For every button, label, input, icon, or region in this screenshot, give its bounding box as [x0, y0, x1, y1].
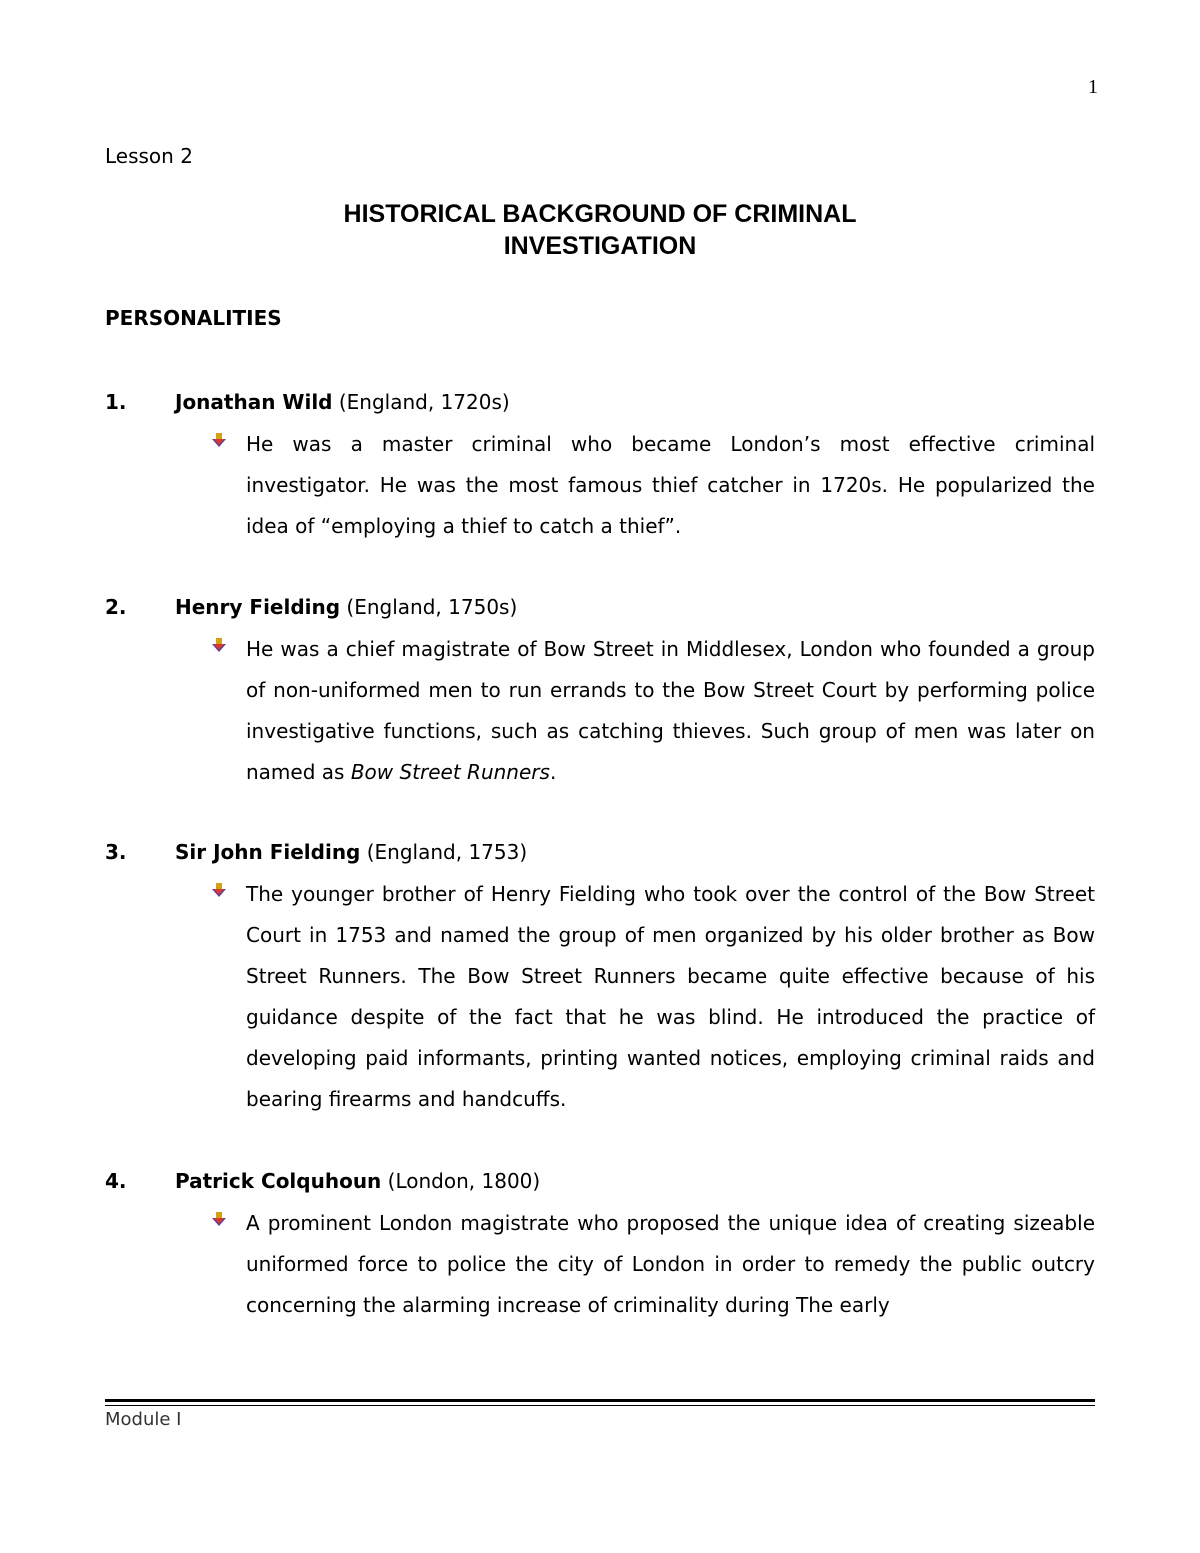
entry-number: 4. [105, 1169, 127, 1193]
document-title [105, 198, 1095, 262]
italic-term: Bow Street Runners [350, 760, 550, 784]
entry-description: The younger brother of Henry Fielding who took over the control of the Bow Street Court in 1753 and named the group of men organized by his older brother as Bow Street Runners. The Bow Street Runners became quite effective because of his guidance despite of the fact that he was blind. He introduced the practice of developing paid informants, printing wanted notices, employing criminal raids and bearing firearms and handcuffs. [246, 882, 1095, 1111]
description-end: . [549, 760, 557, 784]
entry-heading [105, 593, 1095, 621]
entry-name: Henry Fielding [175, 595, 341, 619]
entry-description: He was a master criminal who became London’s most effective criminal investigator. He was the most famous thief catcher in 1720s. He popularized the idea of “employing a thief to catch a thief”. [246, 432, 1095, 538]
lesson-label: Lesson 2 [105, 144, 193, 168]
entry-number: 1. [105, 390, 127, 414]
bullet-item [105, 1203, 1095, 1326]
page-number: 1 [1088, 76, 1098, 98]
entry-heading [105, 838, 1095, 866]
arrow-down-icon [212, 433, 226, 447]
entry-detail: (London, 1800) [381, 1169, 541, 1193]
description-text: He was a chief magistrate of Bow Street in Middlesex, London who founded a group of non-uniformed men to run errands to the Bow Street Court by performing police investigative functions, such as catching thieves. Such group of men was later on named as [246, 637, 1095, 784]
entry-heading [105, 1167, 1095, 1195]
entry-description [246, 629, 1095, 793]
personality-entry-4 [105, 1167, 1095, 1326]
entry-number: 2. [105, 595, 127, 619]
personality-entry-3 [105, 838, 1095, 1120]
entry-number: 3. [105, 840, 127, 864]
arrow-down-icon [212, 1212, 226, 1226]
entry-detail: (England, 1753) [360, 840, 528, 864]
arrow-down-icon [212, 883, 226, 897]
bullet-item [105, 424, 1095, 547]
personality-entry-1 [105, 388, 1095, 547]
bullet-item [105, 629, 1095, 793]
entry-name: Jonathan Wild [175, 390, 333, 414]
entry-heading [105, 388, 1095, 416]
entry-name: Sir John Fielding [175, 840, 361, 864]
entry-name: Patrick Colquhoun [175, 1169, 382, 1193]
title-line-1: HISTORICAL BACKGROUND OF CRIMINAL [343, 200, 857, 228]
title-line-2: INVESTIGATION [503, 232, 697, 260]
section-heading: PERSONALITIES [105, 306, 282, 330]
footer-label: Module I [105, 1409, 182, 1430]
bullet-item [105, 874, 1095, 1120]
entry-description: A prominent London magistrate who proposed the unique idea of creating sizeable uniformed force to police the city of London in order to remedy the public outcry concerning the alarming increase of criminality during The early [246, 1211, 1095, 1317]
personality-entry-2 [105, 593, 1095, 793]
entry-detail: (England, 1750s) [340, 595, 518, 619]
entry-detail: (England, 1720s) [332, 390, 510, 414]
footer-rule-thin [105, 1405, 1095, 1406]
arrow-down-icon [212, 638, 226, 652]
footer-rule [105, 1399, 1095, 1402]
